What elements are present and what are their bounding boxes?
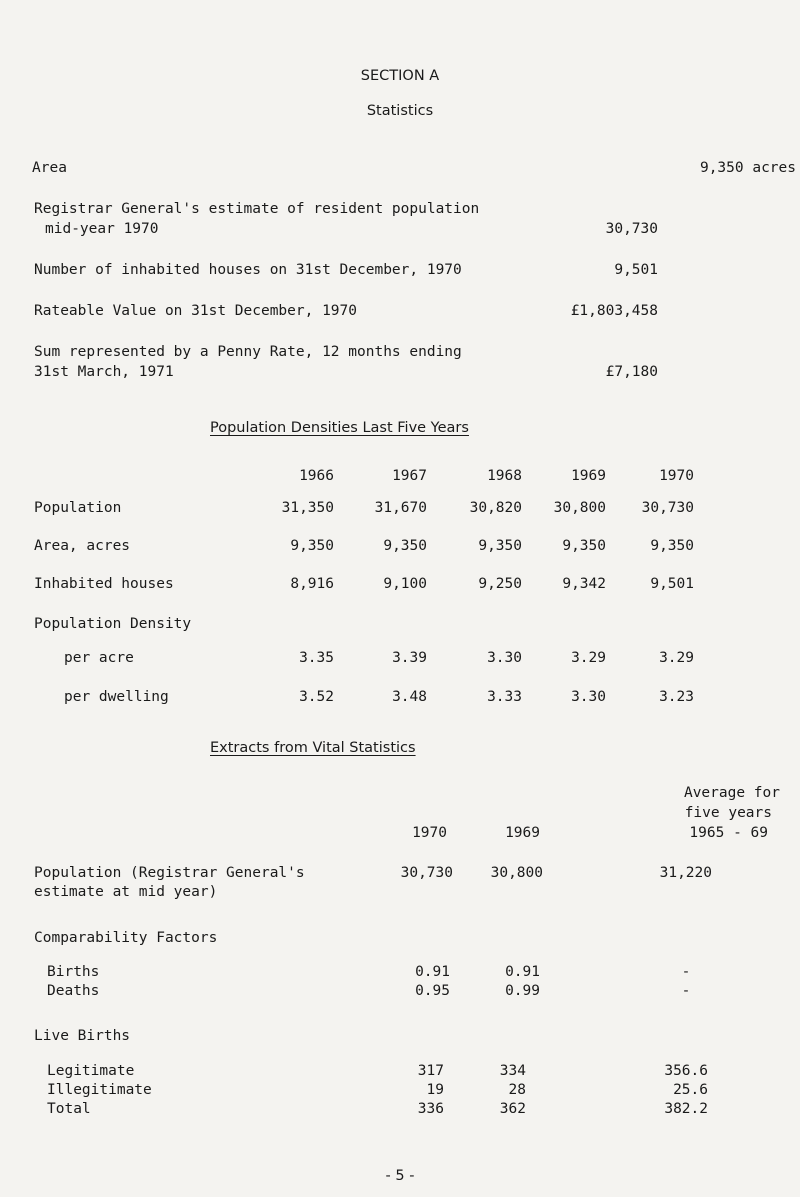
cell: 31,220 xyxy=(659,865,712,881)
vital-title: Extracts from Vital Statistics xyxy=(210,740,416,756)
cell: 3.33 xyxy=(487,689,522,705)
cell: 9,100 xyxy=(383,576,427,592)
cell: 9,501 xyxy=(650,576,694,592)
cell: 30,800 xyxy=(490,865,543,881)
population-label-2: estimate at mid year) xyxy=(34,884,218,900)
live-births-label: Live Births xyxy=(34,1028,131,1044)
population-estimate-value: 30,730 xyxy=(605,221,658,237)
cell: 3.29 xyxy=(659,650,694,666)
rateable-value-label: Rateable Value on 31st December, 1970 xyxy=(34,303,358,319)
comparability-label: Comparability Factors xyxy=(34,930,218,946)
row-label-population: Population xyxy=(34,500,122,516)
year-header: 1969 xyxy=(571,468,606,484)
cell: 31,670 xyxy=(374,500,427,516)
cell: 0.95 xyxy=(415,983,450,999)
year-header: 1968 xyxy=(487,468,522,484)
cell: 9,250 xyxy=(478,576,522,592)
cell: 3.39 xyxy=(392,650,427,666)
year-header: 1970 xyxy=(659,468,694,484)
cell: 28 xyxy=(508,1082,526,1098)
cell: 382.2 xyxy=(664,1101,708,1117)
cell: 3.23 xyxy=(659,689,694,705)
inhabited-houses-value: 9,501 xyxy=(614,262,658,278)
section-subtitle: Statistics xyxy=(366,103,434,119)
inhabited-houses-label: Number of inhabited houses on 31st December, 1970 xyxy=(34,262,462,278)
cell: 3.52 xyxy=(299,689,334,705)
legitimate-label: Legitimate xyxy=(47,1063,135,1079)
population-label: Population (Registrar General's xyxy=(34,865,305,881)
total-label: Total xyxy=(47,1101,91,1117)
vital-year-header: 1970 xyxy=(412,825,447,841)
penny-rate-value: £7,180 xyxy=(605,364,658,380)
row-label-area: Area, acres xyxy=(34,538,131,554)
cell: 334 xyxy=(499,1063,526,1079)
cell: 9,350 xyxy=(383,538,427,554)
cell: 9,350 xyxy=(478,538,522,554)
avg-header-line-2: five years xyxy=(684,805,772,821)
avg-header-line-1: Average for xyxy=(683,785,780,801)
cell: 9,350 xyxy=(562,538,606,554)
penny-rate-label-2: 31st March, 1971 xyxy=(34,364,174,380)
cell: 3.29 xyxy=(571,650,606,666)
cell: - xyxy=(681,964,691,980)
penny-rate-label: Sum represented by a Penny Rate, 12 months ending xyxy=(34,344,462,360)
densities-title: Population Densities Last Five Years xyxy=(210,420,469,436)
cell: 317 xyxy=(417,1063,444,1079)
cell: 30,800 xyxy=(553,500,606,516)
section-title: SECTION A xyxy=(360,68,440,84)
population-estimate-label: Registrar General's estimate of resident population xyxy=(34,201,480,217)
avg-header-line-3: 1965 - 69 xyxy=(689,825,768,841)
row-label-density: Population Density xyxy=(34,616,192,632)
cell: 30,820 xyxy=(469,500,522,516)
births-label: Births xyxy=(47,964,100,980)
cell: 3.30 xyxy=(487,650,522,666)
cell: 3.48 xyxy=(392,689,427,705)
area-label: Area xyxy=(32,160,67,176)
cell: 25.6 xyxy=(673,1082,708,1098)
deaths-label: Deaths xyxy=(47,983,100,999)
cell: 9,350 xyxy=(290,538,334,554)
row-label-per-acre: per acre xyxy=(64,650,134,666)
area-value: 9,350 acres xyxy=(699,160,796,176)
year-header: 1967 xyxy=(392,468,427,484)
page-number: - 5 - xyxy=(385,1168,415,1184)
cell: 0.91 xyxy=(415,964,450,980)
cell: 0.91 xyxy=(505,964,540,980)
cell: 9,350 xyxy=(650,538,694,554)
cell: 30,730 xyxy=(641,500,694,516)
rateable-value-value: £1,803,458 xyxy=(570,303,658,319)
cell: 3.35 xyxy=(299,650,334,666)
cell: 19 xyxy=(426,1082,444,1098)
vital-year-header: 1969 xyxy=(505,825,540,841)
cell: 30,730 xyxy=(400,865,453,881)
cell: 9,342 xyxy=(562,576,606,592)
population-estimate-label-2: mid-year 1970 xyxy=(45,221,159,237)
cell: 8,916 xyxy=(290,576,334,592)
row-label-houses: Inhabited houses xyxy=(34,576,174,592)
cell: 336 xyxy=(417,1101,444,1117)
cell: 356.6 xyxy=(664,1063,708,1079)
cell: 362 xyxy=(499,1101,526,1117)
cell: 0.99 xyxy=(505,983,540,999)
cell: - xyxy=(681,983,691,999)
illegitimate-label: Illegitimate xyxy=(47,1082,152,1098)
cell: 31,350 xyxy=(281,500,334,516)
year-header: 1966 xyxy=(299,468,334,484)
cell: 3.30 xyxy=(571,689,606,705)
row-label-per-dwelling: per dwelling xyxy=(64,689,169,705)
